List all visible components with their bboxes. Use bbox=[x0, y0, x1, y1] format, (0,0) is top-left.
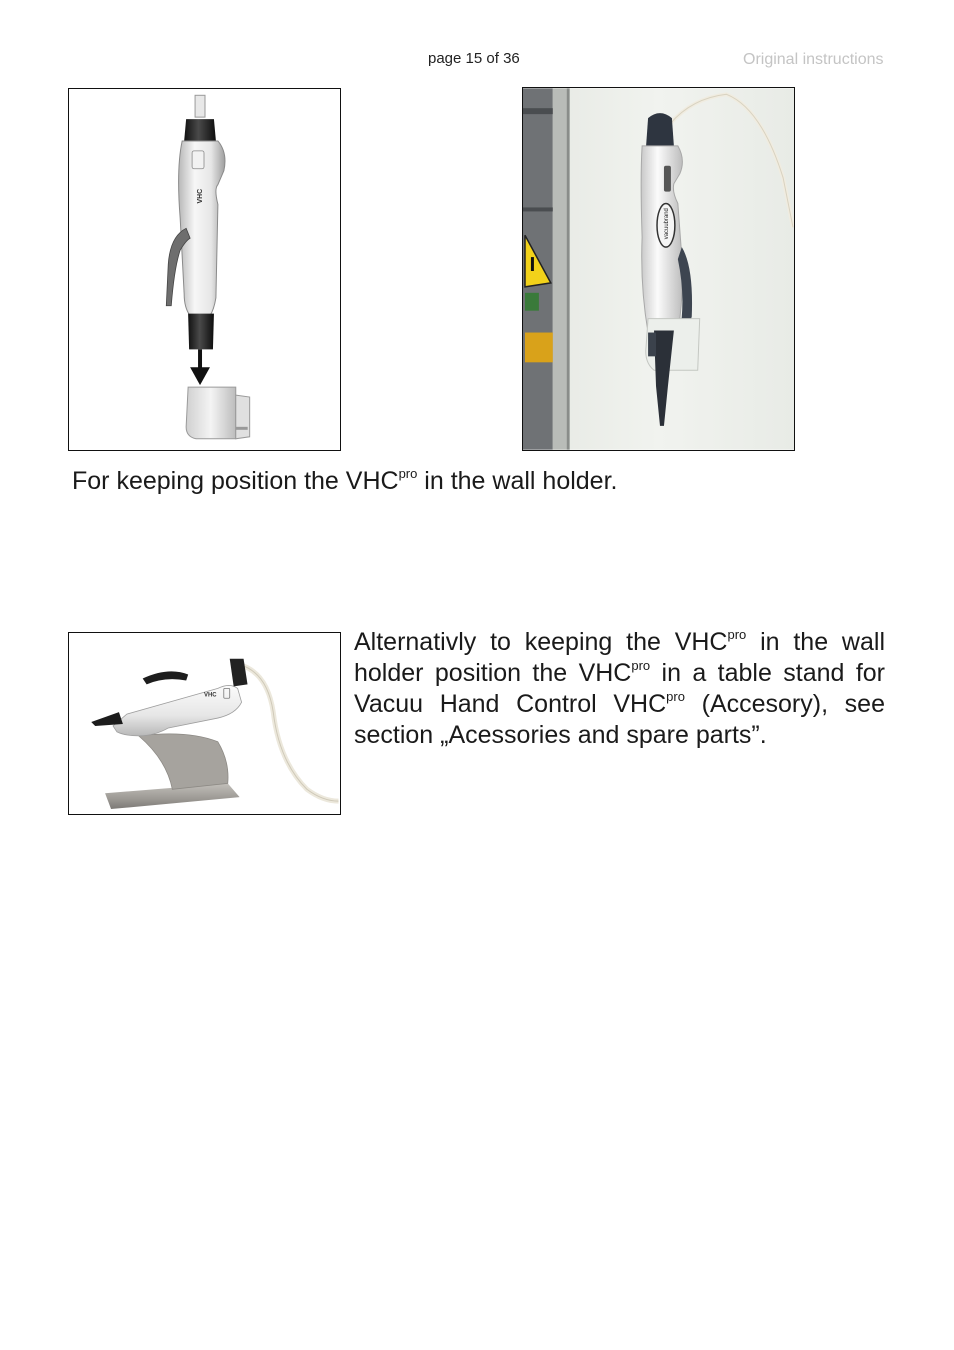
paragraph-text-2: in the wall holder position the VHC bbox=[354, 628, 885, 687]
table-stand-photo bbox=[69, 633, 340, 814]
figure-device-insertion bbox=[68, 88, 341, 451]
wall-holder-photo bbox=[523, 88, 794, 450]
device-logo: vacuubrand bbox=[663, 208, 670, 240]
paragraph-superscript-1: pro bbox=[727, 627, 747, 642]
caption-superscript: pro bbox=[398, 466, 418, 481]
document-label: Original instructions bbox=[743, 51, 884, 68]
paragraph-text-4: (Accesory), see section „Acessories and spare parts”. bbox=[354, 690, 885, 749]
figure-table-stand bbox=[68, 632, 341, 815]
page-number: page 15 of 36 bbox=[428, 50, 520, 67]
paragraph-text-1: Alternativly to keeping the VHC bbox=[354, 628, 728, 656]
paragraph-table-stand bbox=[354, 627, 885, 751]
caption-wall-holder bbox=[72, 466, 617, 496]
caption-text-end: in the wall holder. bbox=[417, 467, 618, 495]
device-brand-label: VHC bbox=[204, 692, 217, 699]
paragraph-text-3: in a table stand for Vacuu Hand Control VHC bbox=[354, 659, 885, 718]
paragraph-superscript-2: pro bbox=[631, 658, 651, 673]
paragraph-superscript-3: pro bbox=[666, 689, 685, 704]
caption-text-start: For keeping position the VHC bbox=[72, 467, 399, 495]
figure-device-in-wall-holder bbox=[522, 87, 795, 451]
device-insertion-illustration bbox=[69, 89, 340, 450]
svg-text:VHC: VHC bbox=[197, 188, 205, 204]
